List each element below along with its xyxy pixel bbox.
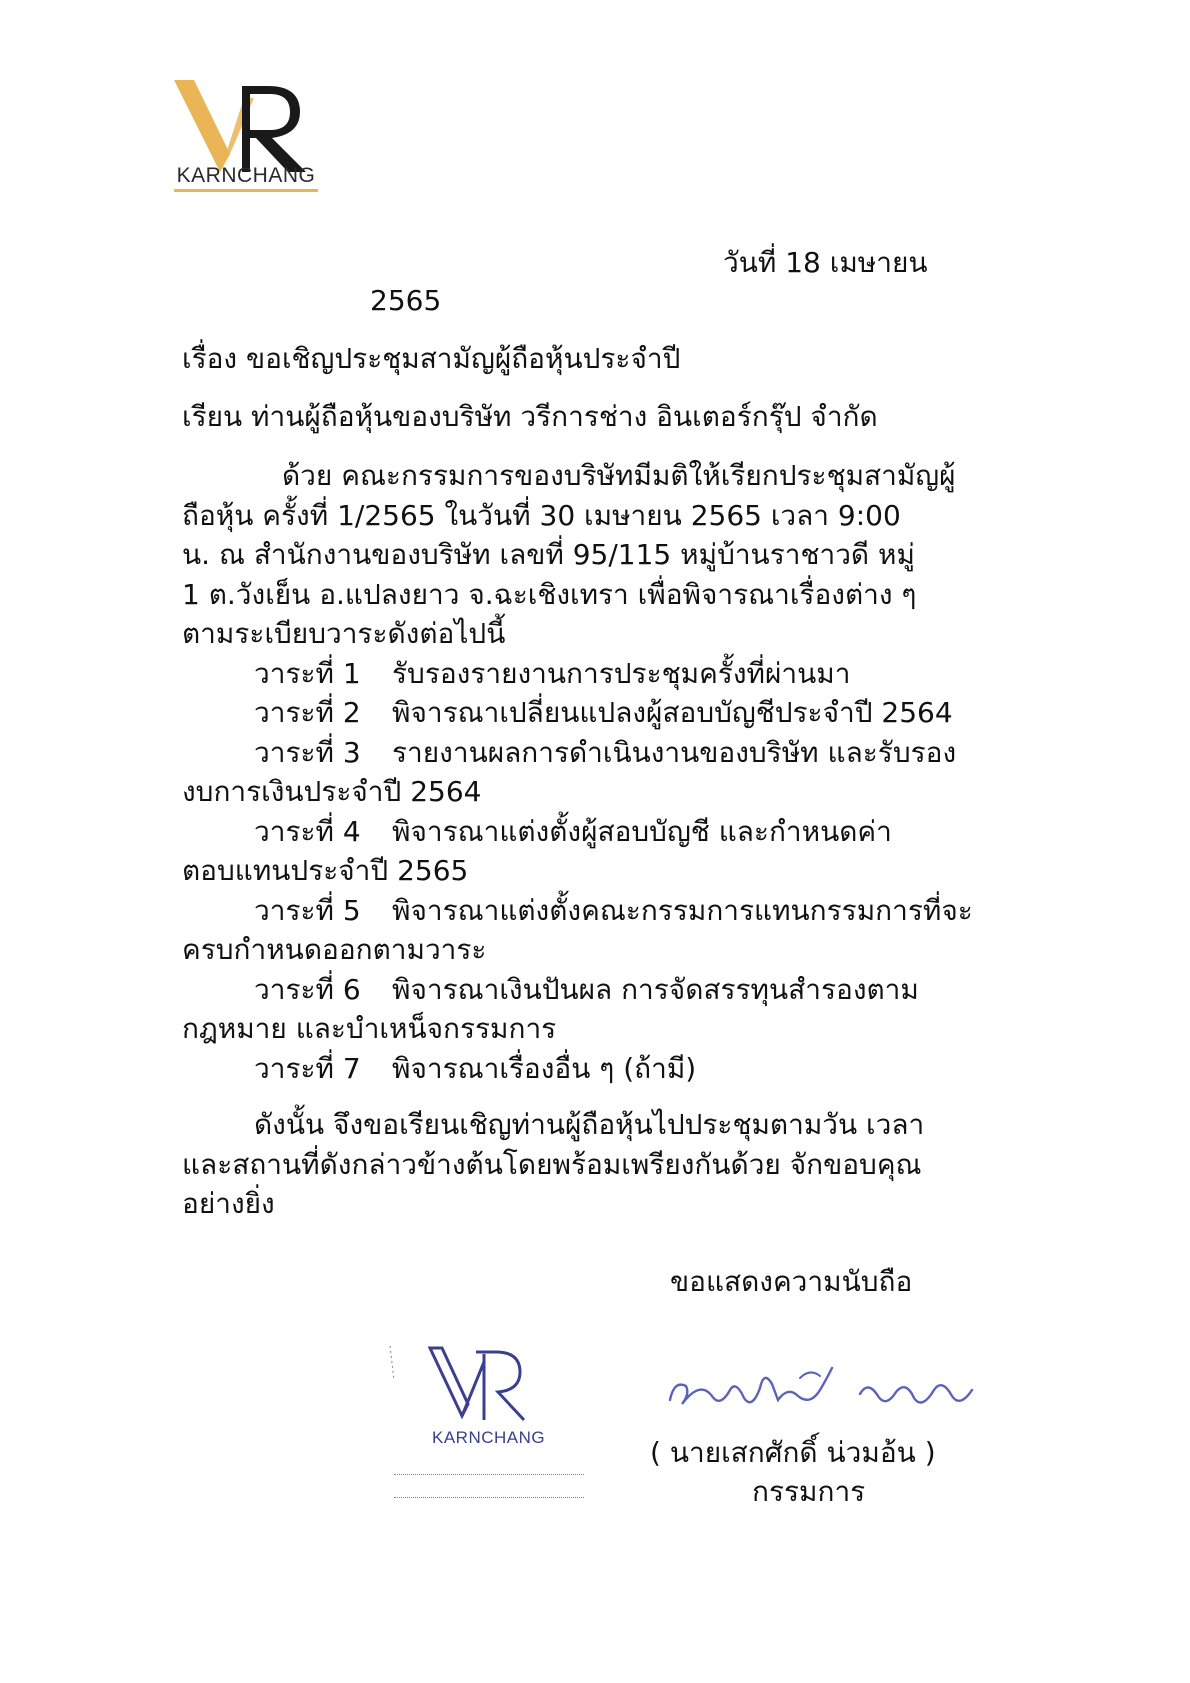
agenda-item [182, 1049, 1012, 1089]
agenda-continuation: กฎหมาย และบำเหน็จกรรมการ [182, 1012, 557, 1045]
agenda-continuation: งบการเงินประจำปี 2564 [182, 775, 482, 808]
agenda-text: พิจารณาเงินปันผล การจัดสรรทุนสำรองตาม [392, 972, 919, 1006]
stamp-fine-print [394, 1458, 584, 1504]
handwritten-signature [660, 1350, 990, 1430]
agenda-text: พิจารณาเปลี่ยนแปลงผู้สอบบัญชีประจำปี 2564 [392, 696, 953, 729]
closing-line: ดังนั้น จึงขอเรียนเชิญท่านผู้ถือหุ้นไปประชุมตามวัน เวลา [254, 1108, 925, 1141]
logo-underline [174, 189, 318, 192]
regards-line: ขอแสดงความนับถือ [670, 1265, 913, 1298]
agenda-number: วาระที่ 1 [254, 656, 361, 690]
closing-paragraph [182, 1105, 1012, 1224]
vr-logo-mark [172, 76, 320, 176]
agenda-item [182, 654, 1012, 694]
agenda-number: วาระที่ 3 [254, 735, 361, 769]
agenda-number: วาระที่ 5 [254, 893, 361, 927]
signer-title: กรรมการ [752, 1475, 866, 1508]
agenda-text: รายงานผลการดำเนินงานของบริษัท และรับรอง [392, 735, 957, 769]
agenda-continuation: ครบกำหนดออกตามวาระ [182, 933, 487, 966]
agenda-number: วาระที่ 4 [254, 814, 361, 848]
agenda-item [182, 970, 1012, 1010]
agenda-number: วาระที่ 6 [254, 972, 361, 1006]
agenda-text: พิจารณาแต่งตั้งคณะกรรมการแทนกรรมการที่จะ [392, 893, 973, 927]
intro-line: 1 ต.วังเย็น อ.แปลงยาว จ.ฉะเชิงเทรา เพื่อพิจารณาเรื่องต่าง ๆ [182, 577, 917, 611]
signer-name: ( นายเสกศักดิ์ น่วมอ้น ) [650, 1436, 936, 1469]
agenda-item [182, 891, 1012, 931]
logo-text: KARNCHANG [176, 164, 316, 187]
agenda-item [182, 693, 1012, 733]
stamp-text: KARNCHANG [432, 1428, 546, 1447]
salutation-line: เรียน ท่านผู้ถือหุ้นของบริษัท วรีการช่าง อินเตอร์กรุ๊ป จำกัด [182, 400, 878, 433]
intro-line: น. ณ สำนักงานของบริษัท เลขที่ 95/115 หมู่บ้านราชาวดี หมู่ [182, 538, 915, 571]
agenda-number: วาระที่ 2 [254, 696, 361, 729]
date-line-2: 2565 [370, 284, 442, 317]
intro-line: ด้วย คณะกรรมการของบริษัทมีมติให้เรียกประชุมสามัญผู้ [282, 459, 956, 492]
agenda-item [182, 812, 1012, 852]
intro-line: ตามระเบียบวาระดังต่อไปนี้ [182, 617, 506, 650]
agenda-text: รับรองรายงานการประชุมครั้งที่ผ่านมา [392, 656, 851, 690]
subject-line: เรื่อง ขอเชิญประชุมสามัญผู้ถือหุ้นประจำปี [182, 342, 681, 375]
company-stamp [372, 1340, 592, 1500]
date-line-1: วันที่ 18 เมษายน [723, 246, 928, 279]
letter-body [182, 456, 1012, 1088]
agenda-text: พิจารณาเรื่องอื่น ๆ (ถ้ามี) [392, 1051, 697, 1085]
closing-line: และสถานที่ดังกล่าวข้างต้นโดยพร้อมเพรียงกันด้วย จักขอบคุณ [182, 1147, 922, 1181]
agenda-item [182, 733, 1012, 773]
company-logo [172, 76, 320, 196]
agenda-text: พิจารณาแต่งตั้งผู้สอบบัญชี และกำหนดค่า [392, 814, 892, 848]
agenda-continuation: ตอบแทนประจำปี 2565 [182, 854, 469, 887]
closing-line: อย่างยิ่ง [182, 1187, 275, 1220]
intro-line: ถือหุ้น ครั้งที่ 1/2565 ในวันที่ 30 เมษายน 2565 เวลา 9:00 [182, 498, 901, 532]
agenda-number: วาระที่ 7 [254, 1051, 361, 1085]
